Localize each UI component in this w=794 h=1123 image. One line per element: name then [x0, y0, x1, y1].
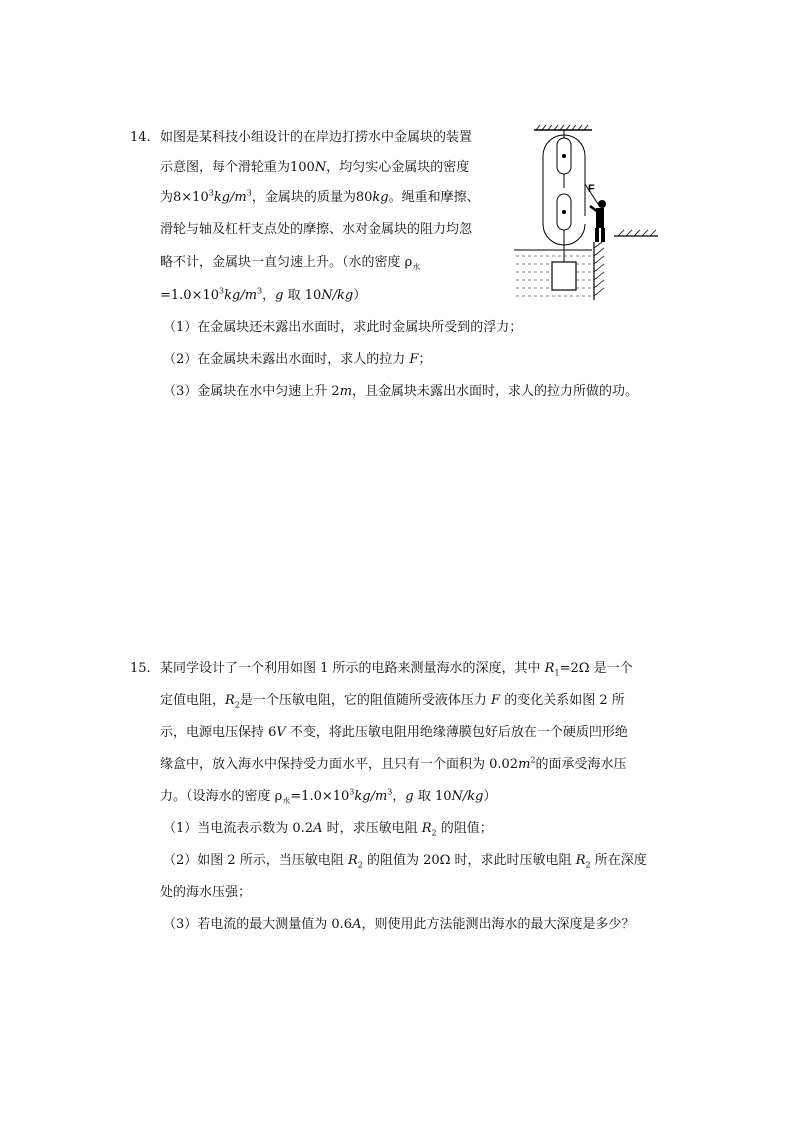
question-number: 14.	[130, 130, 151, 145]
sub-question-2: （2）如图 2 所示，当压敏电阻 $R_2$ 的阻值为 20Ω 时，求此时压敏电阻 $R_2$ 所在深度	[163, 853, 647, 870]
question-text-line: 力。（设海水的密度 $\rho_水=1.0\times 10^3kg/m^3$，g 取 10N/kg）	[160, 787, 497, 806]
sub-question-2: （2）在金属块未露出水面时，求人的拉力 F；	[163, 352, 432, 367]
question-text-line: 如图是某科技小组设计的在岸边打捞水中金属块的装置	[160, 130, 473, 145]
question-text-line: 缘盒中，放入海水中保持受力面水平，且只有一个面积为 $0.02m^2$的面承受海水压	[160, 755, 627, 772]
sub-question-1: （1）在金属块还未露出水面时，求此时金属块所受到的浮力；	[163, 320, 523, 335]
question-text-line: 示意图，每个滑轮重为100N，均匀实心金属块的密度	[160, 160, 470, 175]
question-text-line: 略不计，金属块一直匀速上升。（水的密度 $\rho_水$	[160, 255, 421, 272]
question-text-line: 为$8\times 10^3kg/m^3$，金属块的质量为80kg。绳重和摩擦、	[160, 188, 480, 205]
question-text-line: 处的海水压强；	[160, 885, 252, 900]
question-text-line: 定值电阻，$R_2$是一个压敏电阻，它的阻值随所受液体压力 F 的变化关系如图 2 所	[160, 693, 625, 710]
sub-question-3: （3）金属块在水中匀速上升 2m，且金属块未露出水面时，求人的拉力所做的功。	[163, 384, 639, 399]
question-text-line: 示，电源电压保持 6V 不变，将此压敏电阻用绝缘薄膜包好后放在一个硬质凹形绝	[160, 725, 628, 740]
force-label: F	[588, 183, 595, 195]
question-text-line: $=1.0\times 10^3kg/m^3$，g 取 10N/kg）	[160, 286, 367, 303]
question-text-line: 某同学设计了一个利用如图 1 所示的电路来测量海水的深度，其中 $R_1=2\Omega$ 是一个	[160, 661, 633, 678]
question-number: 15.	[130, 661, 151, 676]
sub-question-3: （3）若电流的最大测量值为 0.6A，则使用此方法能测出海水的最大深度是多少？	[163, 917, 635, 932]
sub-question-1: （1）当电流表示数为 0.2A 时，求压敏电阻 $R_2$ 的阻值；	[163, 821, 493, 838]
pulley-diagram	[512, 124, 662, 302]
question-text-line: 滑轮与轴及杠杆支点处的摩擦、水对金属块的阻力均忽	[160, 222, 473, 237]
